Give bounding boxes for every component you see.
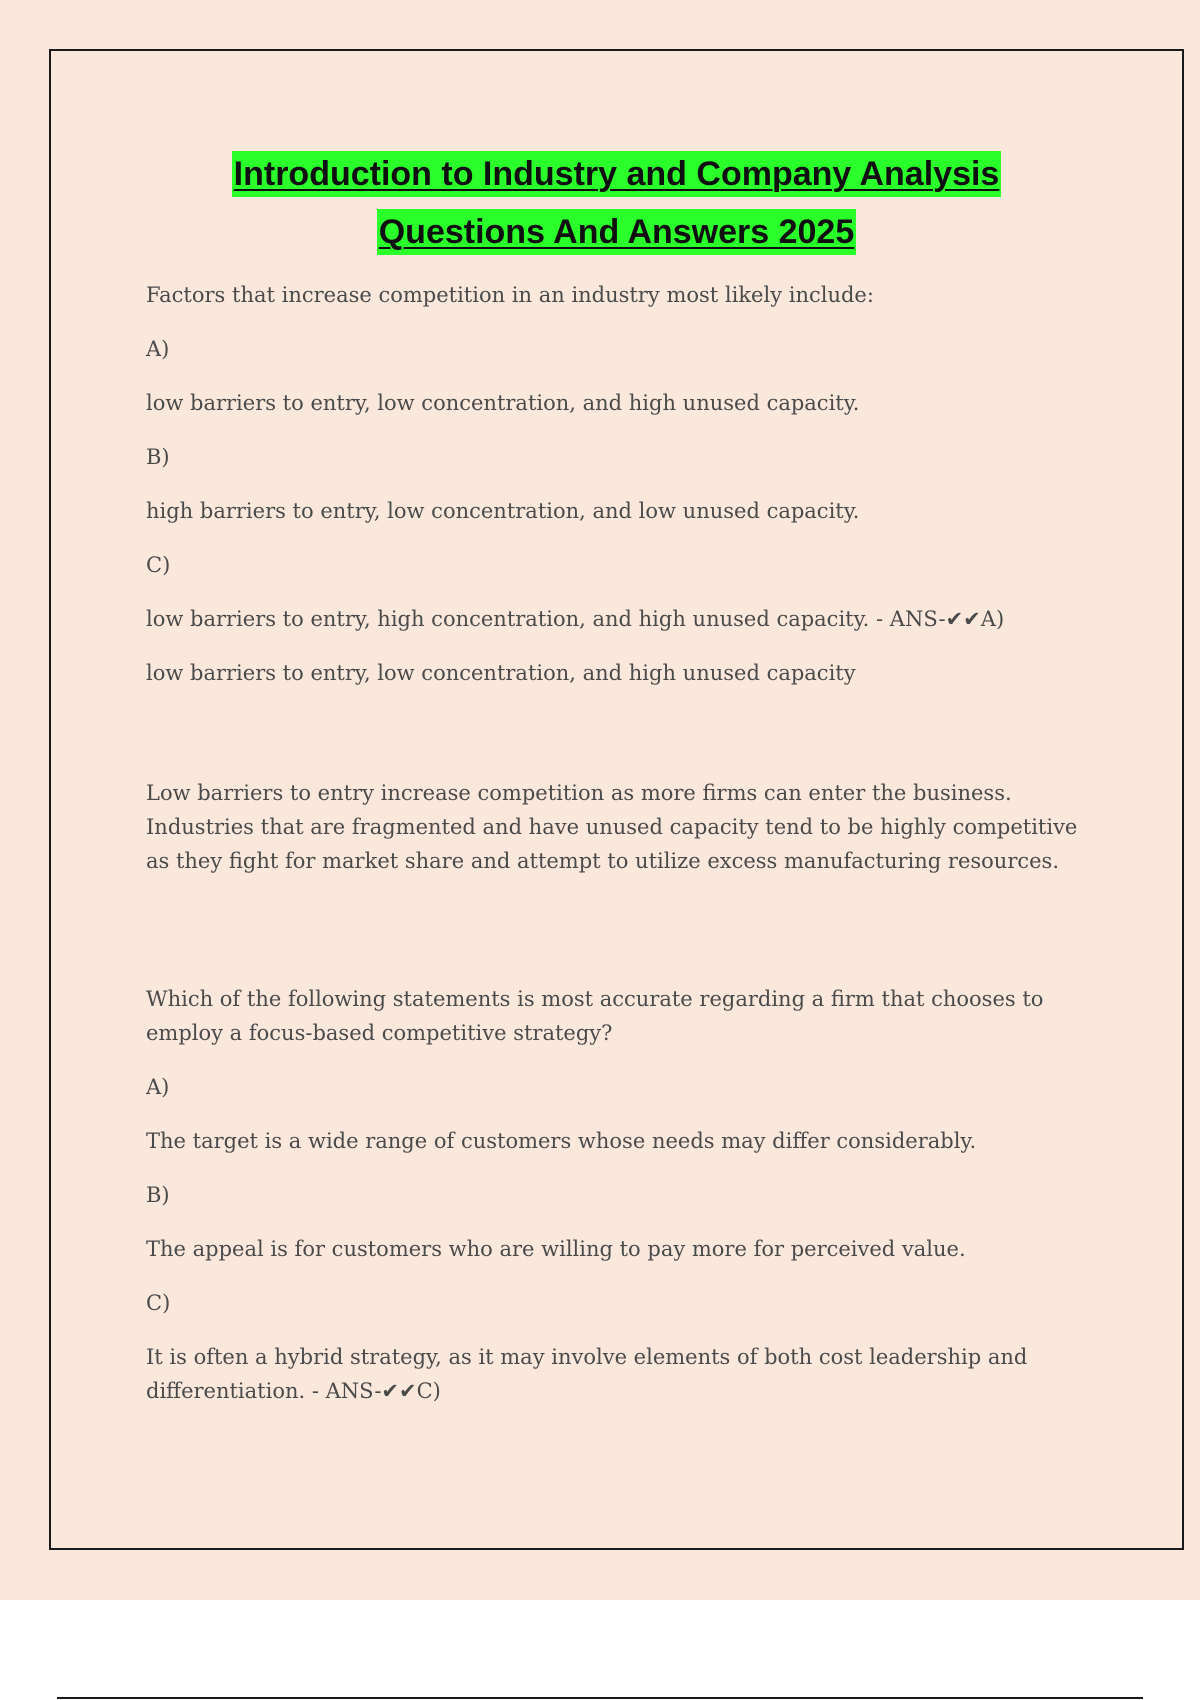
q1-option-b-label: B)	[146, 445, 170, 469]
document-title	[0, 145, 1200, 261]
q2-option-a-label: A)	[146, 1075, 170, 1099]
footer-divider	[57, 1697, 1143, 1699]
q2-option-b-label: B)	[146, 1183, 170, 1207]
q2-option-a-text: The target is a wide range of customers whose needs may differ considerably.	[146, 1129, 977, 1153]
spacer	[146, 710, 1106, 776]
q1-option-c-label: C)	[146, 553, 171, 577]
q2-option-b-text: The appeal is for customers who are willing to pay more for perceived value.	[146, 1237, 966, 1261]
document-body	[146, 278, 1106, 1428]
spacer	[146, 898, 1106, 982]
q1-option-c-text: low barriers to entry, high concentration, and high unused capacity. - ANS-✔✔A)	[146, 607, 1005, 631]
title-line-1: Introduction to Industry and Company Analysis	[232, 151, 1002, 197]
title-line-2: Questions And Answers 2025	[377, 209, 857, 255]
q2-option-c-text: It is often a hybrid strategy, as it may involve elements of both cost leadership and differentiation. - ANS-✔✔C)	[146, 1345, 1028, 1403]
question-2: Which of the following statements is most accurate regarding a firm that chooses to employ a focus-based competitive strategy?	[146, 987, 1044, 1045]
q1-answer-text: low barriers to entry, low concentration, and high unused capacity	[146, 661, 856, 685]
q1-explanation: Low barriers to entry increase competition as more firms can enter the business. Industries that are fragmented and have unused capacity tend to be highly competitive as they fight for market share and attempt to utilize excess manufacturing resources.	[146, 781, 1078, 873]
q1-option-a-label: A)	[146, 337, 170, 361]
q1-option-b-text: high barriers to entry, low concentration, and low unused capacity.	[146, 499, 860, 523]
question-1: Factors that increase competition in an industry most likely include:	[146, 283, 874, 307]
q1-option-a-text: low barriers to entry, low concentration, and high unused capacity.	[146, 391, 860, 415]
q2-option-c-label: C)	[146, 1291, 171, 1315]
